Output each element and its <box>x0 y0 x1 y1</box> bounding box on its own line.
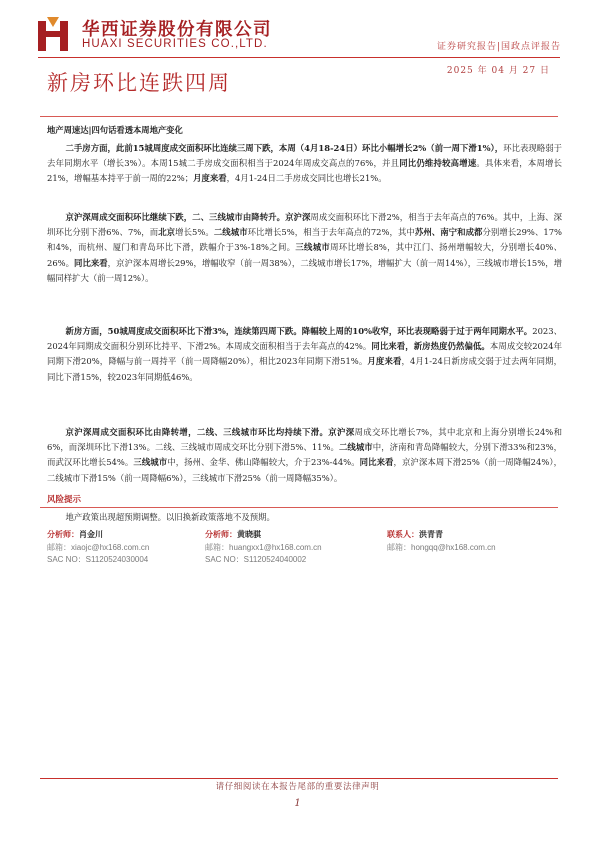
analyst-sac: SAC NO：S1120524040002 <box>205 555 307 564</box>
text-run: 2023、2024年同期成交面积分别环比持平、下滑2%。本周成交面积相当于去年高点的42%。 <box>47 326 562 352</box>
paragraph-secondhand <box>47 141 562 187</box>
risk-heading: 风险提示 <box>47 495 82 505</box>
contact-name: 洪青青 <box>419 529 443 539</box>
company-name-cn: 华西证券股份有限公司 <box>82 20 272 40</box>
bold-run: 同比来看 <box>74 257 108 268</box>
bold-run: 苏州、南宁和成都 <box>414 227 483 238</box>
title-divider <box>40 116 558 117</box>
bold-run: 新房方面，50城周度成交面积环比下滑3%，连续第四周下跌。降幅较上周的10%收窄，环比表现略弱于过于两年同期水平。 <box>65 326 533 336</box>
bold-run: 同比仍维持较高增速 <box>399 158 477 169</box>
text-run: 中，扬州、金华、佛山降幅较大，介于23%-44%。 <box>167 457 360 468</box>
header-divider <box>38 57 560 58</box>
contact-card <box>387 528 547 554</box>
text-run: 环比表现略弱于去年同期水平（增长3%）。本周15城二手房成交面积相当于2024年周成交高点的76%，并且 <box>47 143 563 169</box>
legal-disclaimer-note: 请仔细阅读在本报告尾部的重要法律声明 <box>215 782 380 792</box>
bold-run: 三线城市 <box>295 242 331 253</box>
bold-run: 同比来看，新房热度仍然偏低。 <box>371 341 490 352</box>
bold-run: 二手房方面，此前15城周度成交面积环比连续三周下跌，本周（4月18-24日）环比小幅增长2%（前一周下滑1%）， <box>65 143 504 153</box>
bold-run: 月度来看 <box>193 173 227 184</box>
bold-run: 京沪深周成交面积环比由降转增，二线、三线城市环比均持续下滑。京沪深 <box>65 427 355 437</box>
bold-run: 三线城市 <box>133 457 168 468</box>
analyst-name: 黄晓骐 <box>237 529 261 539</box>
analyst-sac: SAC NO：S1120524030004 <box>47 555 149 564</box>
paragraph-newhome-cities <box>47 425 562 486</box>
text-run: 环比增长5%，相当于去年高点的72%，其中 <box>247 227 415 238</box>
analyst-card <box>205 528 365 567</box>
bold-run: 二线城市 <box>338 442 373 453</box>
paragraph-secondhand-cities <box>47 210 562 286</box>
text-run: ，京沪深本周下滑25%（前一周降幅24%），二线城市下滑15%（前一周降幅6%），三线城市下滑25%（前一周降幅35%）。 <box>47 457 562 483</box>
paragraph-newhome <box>47 324 562 385</box>
analyst-email[interactable]: 邮箱：huangxx1@hx168.com.cn <box>205 542 322 552</box>
text-run: ，京沪深本周增长29%，增幅收窄（前一周38%），二线城市增长17%，增幅扩大（前一周14%），三线城市增长15%，增幅同样扩大（前一周12%）。 <box>47 257 563 283</box>
bold-run: 京沪深周成交面积环比继续下跌，二、三线城市由降转升。京沪深 <box>65 212 311 222</box>
page-number: 1 <box>294 798 301 809</box>
text-run: 周成交面积环比下滑2%，相当于去年高点的76%。其中，上海、深圳环比分别下滑6%、7%，而 <box>47 212 562 238</box>
bold-run: 二线城市 <box>213 227 248 238</box>
risk-text: 地产政策出现超预期调整。以旧换新政策落地不及预期。 <box>65 512 275 522</box>
report-title: 新房环比连跌四周 <box>47 71 231 95</box>
report-date: 2025 年 04 月 27 日 <box>446 66 550 76</box>
company-name-en: HUAXI SECURITIES CO.,LTD. <box>82 38 268 50</box>
text-run: ，4月1-24日新房成交弱于过去两年同期，同比下滑15%，较2023年同期低46%。 <box>47 356 562 382</box>
bold-run: 月度来看 <box>367 356 402 367</box>
text-run: 中，济南和青岛降幅较大，分别下滑33%和23%，而武汉环比增长54%。 <box>47 442 562 468</box>
huaxi-logo-icon <box>38 17 68 51</box>
risk-divider <box>40 507 558 508</box>
contact-role: 联系人： <box>387 529 419 539</box>
contact-email[interactable]: 邮箱：hongqq@hx168.com.cn <box>387 542 496 552</box>
analyst-role: 分析师： <box>205 529 237 539</box>
text-run: 周环比增长8%，其中江门、扬州增幅较大，分别增长40%、26%。 <box>47 242 562 268</box>
text-run: 本周成交较2024年同期下滑20%，降幅与前一周持平（前一周降幅20%），相比2023年同期下滑51%。 <box>47 341 562 367</box>
report-type-tags: 证券研究报告|国政点评报告 <box>436 42 561 52</box>
bold-run: 北京 <box>158 227 176 238</box>
bold-run: 同比来看 <box>359 457 394 468</box>
text-run: ，4月1-24日二手房成交同比也增长21%。 <box>226 173 387 184</box>
analyst-role: 分析师： <box>47 529 79 539</box>
text-run: 增长5%。 <box>175 227 214 238</box>
analyst-name: 肖金川 <box>79 529 103 539</box>
text-run: 周成交环比增长7%，其中北京和上海分别增长24%和6%，而深圳环比下滑13%。二线、三线城市周成交环比分别下滑5%、11%。 <box>47 427 563 453</box>
analyst-email[interactable]: 邮箱：xiaojc@hx168.com.cn <box>47 542 150 552</box>
section-label: 地产周速达|四句话看透本周地产变化 <box>47 125 183 135</box>
footer-divider <box>40 778 558 779</box>
analyst-card <box>47 528 207 567</box>
text-run: 分别增长29%、17%和4%，而杭州、厦门和青岛环比下滑，跌幅介于3%-18%之间。 <box>47 227 563 253</box>
text-run: 。具体来看，本周增长21%，增幅基本持平于前一周的22%； <box>47 158 562 184</box>
